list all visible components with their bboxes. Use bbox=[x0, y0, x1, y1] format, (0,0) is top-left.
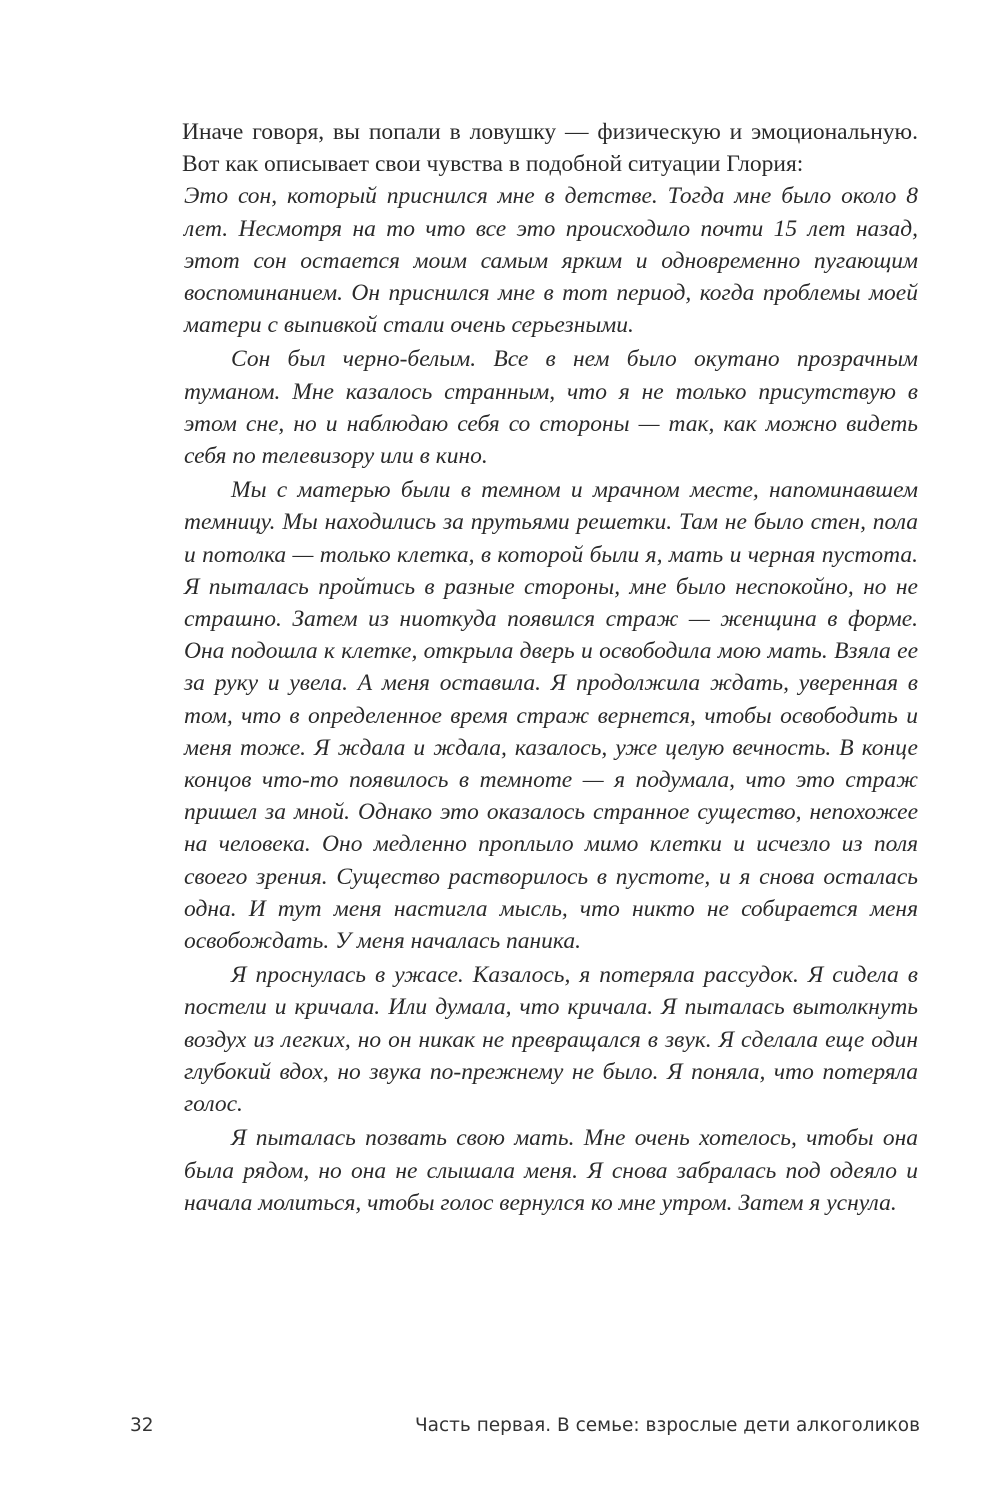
intro-paragraph: Иначе говоря, вы попали в ловушку — физическую и эмоциональную. Вот как описывает свои чувства в подобной ситуации Глория: bbox=[182, 119, 918, 178]
quote-paragraph-4: Я проснулась в ужасе. Казалось, я потеряла рассудок. Я сидела в постели и кричала. Или думала, что кричала. Я пыталась вытолкнуть воздух из легких, но он никак не превращался в звук. Я сделала еще один глубокий вдох, но звука по-прежнему не было. Я поняла, что потеряла голос. bbox=[184, 962, 918, 1118]
quote-paragraph-3: Мы с матерью были в темном и мрачном месте, напоминавшем темницу. Мы находились за прутьями решетки. Там не было стен, пола и потолка — только клетка, в которой были я, мать и черная пустота. Я пыталась пройтись в разные стороны, мне было неспокойно, но не страшно. Затем из ниоткуда появился страж — женщина в форме. Она подошла к клетке, открыла дверь и освободила мою мать. Взяла ее за руку и увела. А меня оставила. Я продолжила ждать, уверенная в том, что в определенное время страж вернется, чтобы освободить и меня тоже. Я ждала и ждала, казалось, уже целую вечность. В конце концов что-то появилось в темноте — я подумала, что это страж пришел за мной. Однако это оказалось странное существо, непохожее на человека. Оно медленно проплыло мимо клетки и исчезло из поля своего зрения. Существо растворилось в пустоте, и я снова осталась одна. И тут меня настигла мысль, что никто не собирается меня освобождать. У меня началась паника. bbox=[184, 477, 918, 955]
body-text bbox=[184, 106, 918, 1219]
running-head: Часть первая. В семье: взрослые дети алкоголиков bbox=[414, 1415, 920, 1436]
page-number: 32 bbox=[130, 1415, 154, 1436]
quote-paragraph-5: Я пыталась позвать свою мать. Мне очень хотелось, чтобы она была рядом, но она не слышала меня. Я снова забралась под одеяло и начала молиться, чтобы голос вернулся ко мне утром. Затем я уснула. bbox=[184, 1125, 918, 1216]
quoted-dream-account bbox=[184, 180, 918, 1219]
quote-paragraph-1: Это сон, который приснился мне в детстве. Тогда мне было около 8 лет. Несмотря на то что все это происходило почти 15 лет назад, этот сон остается моим самым ярким и одновременно пугающим воспоминанием. Он приснился мне в тот период, когда проблемы моей матери с выпивкой стали очень серьезными. bbox=[184, 183, 918, 339]
quote-paragraph-2: Сон был черно-белым. Все в нем было окутано прозрачным туманом. Мне казалось странным, что я не только присутствую в этом сне, но и наблюдаю себя со стороны — так, как можно видеть себя по телевизору или в кино. bbox=[184, 346, 918, 470]
